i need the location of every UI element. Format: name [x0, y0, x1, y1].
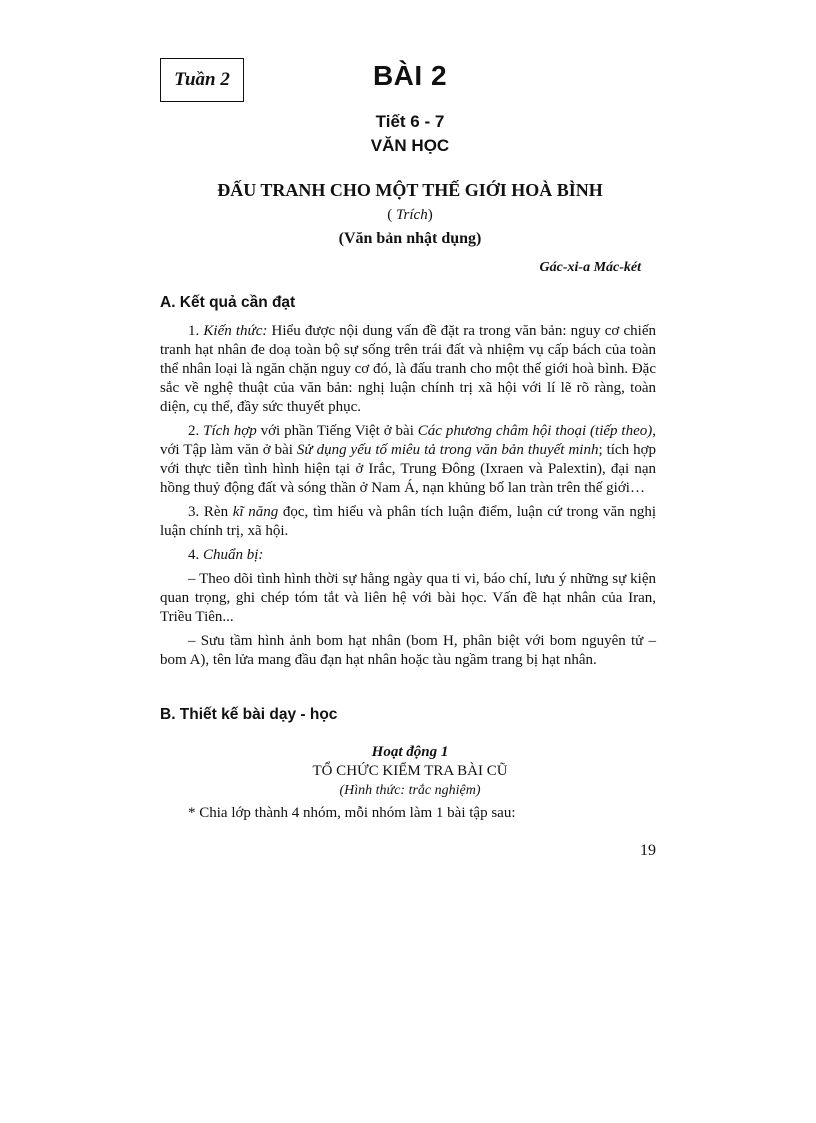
item-text: đọc, tìm hiểu và phân tích luận điểm, luận cứ trong văn nghị luận chính trị, xã hội.	[160, 504, 656, 539]
section-b-heading: B. Thiết kế bài dạy - học	[160, 706, 338, 723]
activity-title: Hoạt động 1	[371, 744, 449, 760]
lesson-reference: Sử dụng yếu tố miêu tả trong văn bản thuyết minh	[296, 442, 599, 458]
item-label: Tích hợp	[203, 423, 257, 439]
item-text: , với Tập làm văn ở bài	[160, 423, 657, 458]
document-type: (Văn bản nhật dụng)	[338, 230, 482, 247]
lesson-title: BÀI 2	[372, 60, 448, 91]
period-label: Tiết 6 - 7	[375, 112, 445, 131]
item-number: 2.	[188, 423, 204, 439]
section-a-body	[160, 322, 656, 675]
activity-heading	[160, 742, 660, 800]
excerpt-note	[160, 207, 660, 224]
author-name: Gác-xi-a Mác-két	[539, 260, 641, 275]
preparation-item: – Theo dõi tình hình thời sự hằng ngày qua ti vi, báo chí, lưu ý những sự kiện quan trọng, ghi chép tóm tắt và liên hệ với bài học. Vấn đề hạt nhân của Iran, Triều Tiên...	[160, 571, 656, 625]
subject-label: VĂN HỌC	[370, 136, 450, 155]
item-number: 1.	[188, 323, 204, 339]
week-label-box	[160, 58, 244, 102]
item-text: Hiểu được nội dung vấn đề đặt ra trong văn bản: nguy cơ chiến tranh hạt nhân đe doạ toàn bộ sự sống trên trái đất và nhiệm vụ cấp bách của toàn thể nhân loại là ngăn chặn nguy cơ đó, là đấu tranh cho một thế giới hoà bình. Đặc sắc về nghệ thuật của văn bản: nghị luận chính trị xã hội với lí lẽ rõ ràng, toàn diện, cụ thể, đầy sức thuyết phục.	[160, 323, 656, 415]
objective-preparation	[160, 546, 656, 565]
objective-skills	[160, 503, 656, 541]
item-label: Chuẩn bị:	[203, 547, 264, 563]
preparation-item: – Sưu tầm hình ảnh bom hạt nhân (bom H, phân biệt với bom nguyên tử – bom A), tên lửa mang đầu đạn hạt nhân hoặc tàu ngầm trang bị hạt nhân.	[160, 633, 656, 668]
section-a-heading: A. Kết quả cần đạt	[160, 294, 296, 311]
item-text: ; tích hợp với thực tiễn tình hình hiện tại ở Irắc, Trung Đông (Ixraen và Palextin), đại nạn hồng thuỷ động đất và sóng thần ở Nam Á, nạn khủng bố lan tràn trên thế giới…	[160, 442, 657, 496]
task-instruction: * Chia lớp thành 4 nhóm, mỗi nhóm làm 1 bài tập sau:	[188, 805, 516, 821]
item-label: Kiến thức:	[203, 323, 268, 339]
item-text: với phần Tiếng Việt ở bài	[256, 423, 418, 439]
item-label: kĩ năng	[232, 504, 279, 520]
excerpt-word: Trích	[396, 207, 428, 223]
objective-integration	[160, 422, 656, 498]
objective-knowledge	[160, 322, 656, 417]
item-text: 3. Rèn	[188, 504, 233, 520]
item-number: 4.	[188, 547, 203, 563]
excerpt-paren-open: (	[387, 207, 397, 223]
activity-name: TỔ CHỨC KIỂM TRA BÀI CŨ	[312, 763, 508, 779]
excerpt-paren-close: )	[427, 207, 433, 223]
work-title: ĐẤU TRANH CHO MỘT THẾ GIỚI HOÀ BÌNH	[217, 180, 603, 200]
week-label: Tuần 2	[174, 69, 230, 90]
page-number: 19	[640, 842, 656, 859]
lesson-reference: Các phương châm hội thoại (tiếp theo)	[417, 423, 653, 439]
activity-form: (Hình thức: trắc nghiệm)	[339, 783, 481, 798]
